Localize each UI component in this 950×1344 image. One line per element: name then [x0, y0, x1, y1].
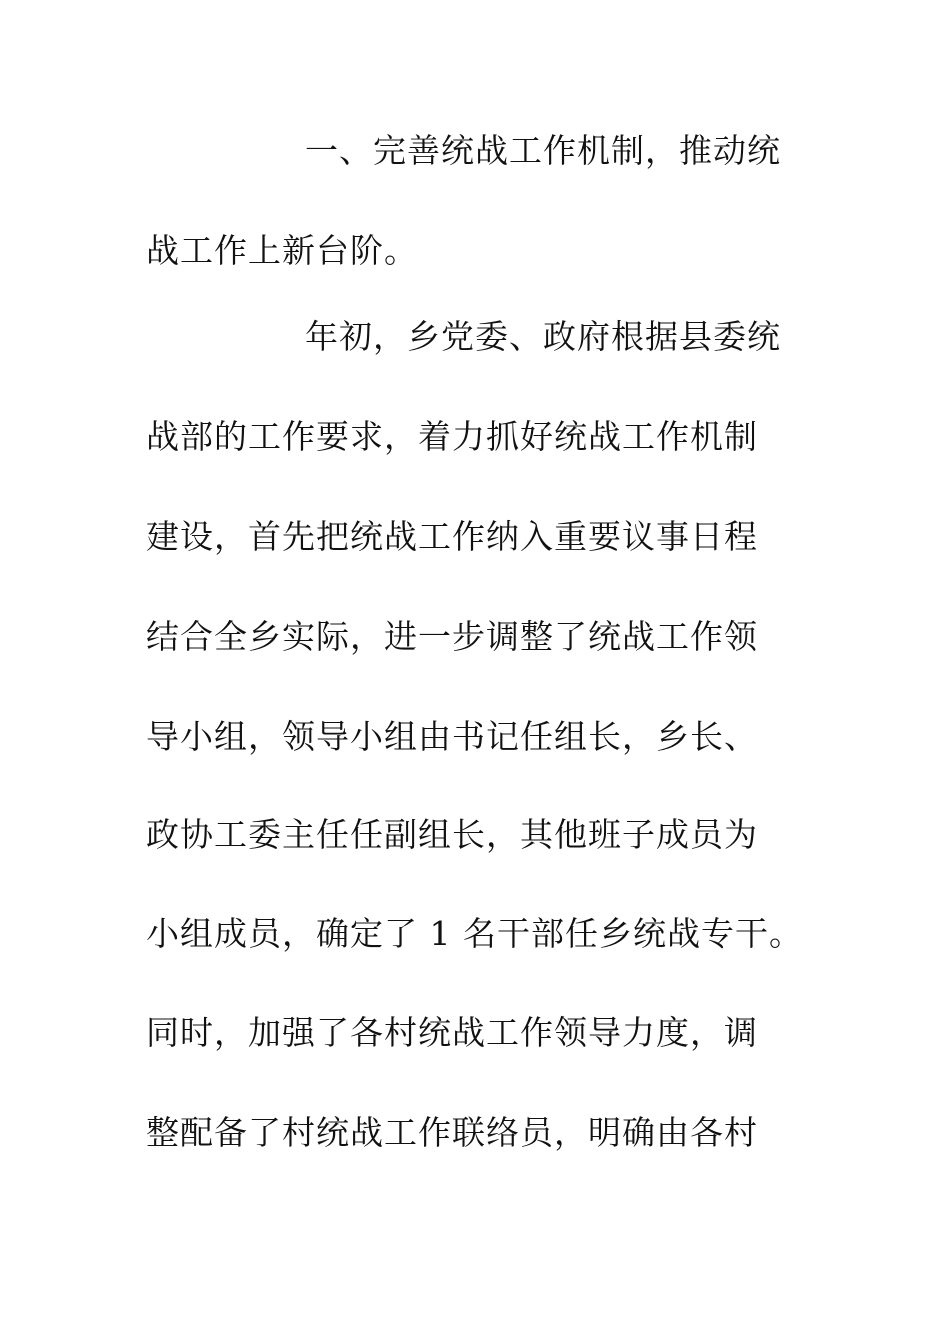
section-heading-line-2: 战工作上新台阶。: [146, 231, 418, 270]
paragraph-line: 建设，首先把统战工作纳入重要议事日程: [146, 517, 758, 556]
paragraph-line: 小组成员，确定了 1 名干部任乡统战专干。: [146, 914, 803, 953]
section-heading-line-1: 一、完善统战工作机制，推动统: [305, 131, 781, 170]
paragraph-line: 政协工委主任任副组长，其他班子成员为: [146, 815, 758, 854]
paragraph-line: 导小组，领导小组由书记任组长，乡长、: [146, 717, 758, 756]
paragraph-line: 结合全乡实际，进一步调整了统战工作领: [146, 617, 758, 656]
paragraph-line: 年初，乡党委、政府根据县委统: [305, 317, 781, 356]
paragraph-line: 战部的工作要求，着力抓好统战工作机制: [146, 417, 758, 456]
paragraph-line: 整配备了村统战工作联络员，明确由各村: [146, 1113, 758, 1152]
paragraph-line: 同时，加强了各村统战工作领导力度，调: [146, 1013, 758, 1052]
